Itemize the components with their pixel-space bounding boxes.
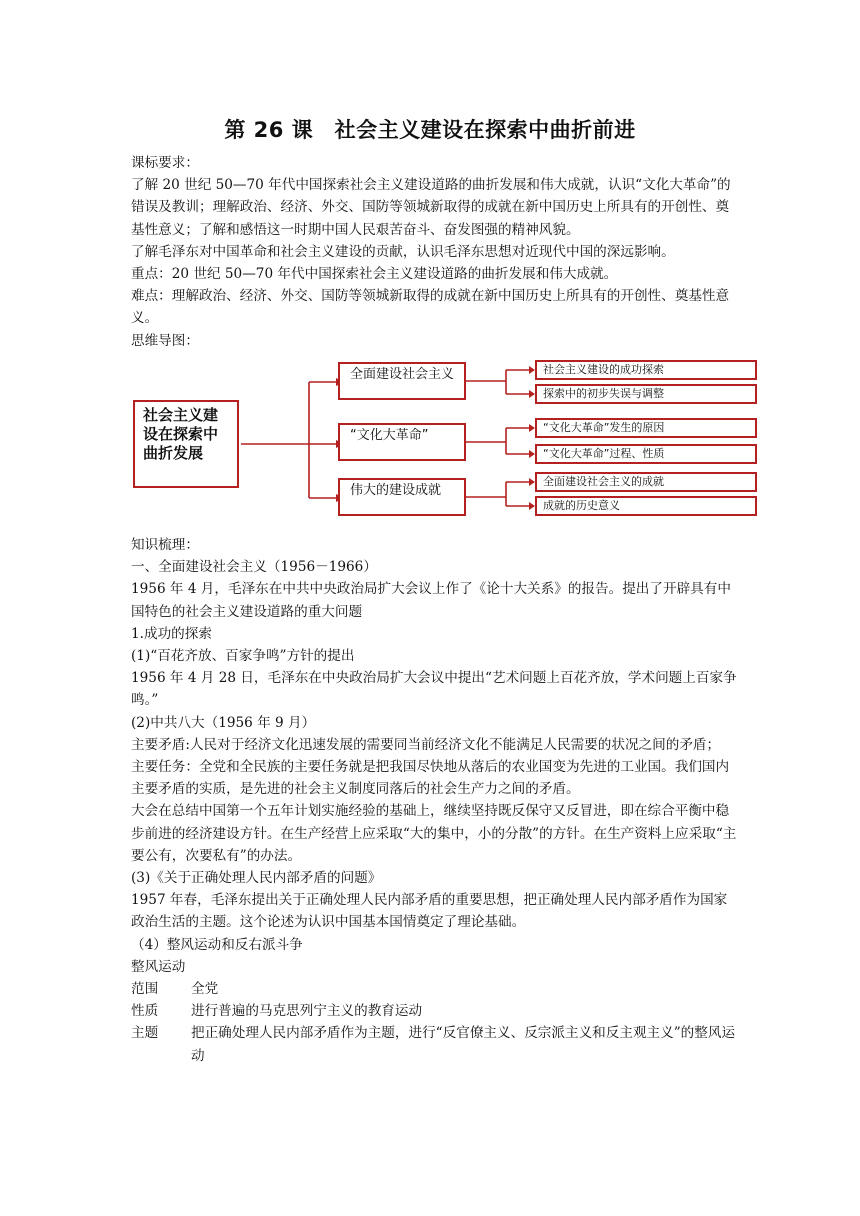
row-value: 全党 [191,981,219,998]
subsection-heading: (3)《关于正确处理人民内部矛盾的问题》 [131,870,382,887]
mind-map-leaf: 社会主义建设的成功探索 [535,360,757,380]
body-paragraph: 1956 年 4 月 28 日，毛泽东在中央政治局扩大会议中提出“艺术问题上百花齐放，学术问题上百家争鸣。” [131,670,737,709]
intro-paragraph: 了解 20 世纪 50—70 年代中国探索社会主义建设道路的曲折发展和伟大成就，认识“文化大革命”的错误及教训；理解政治、经济、外交、国防等领城新取得的成就在新中国历史上所具有的开创性、奠基性意义；了解和感悟这一时期中国人民艰苦奋斗、奋发图强的精神风貌。 [131,177,731,238]
section-heading: 知识梳理： [131,537,199,553]
mind-map-branch: 全面建设社会主义 [338,362,466,400]
body-paragraph: 大会在总结中国第一个五年计划实施经验的基础上，继续坚持既反保守又反冒进，即在综合平衡中稳步前进的经济建设方针。在生产经营上应采取“大的集中，小的分散”的方针。在生产资料上应采取“主要公有，次要私有”的办法。 [131,803,737,864]
mind-map-leaf: “文化大革命”发生的原因 [535,418,757,438]
subsection-heading: 1.成功的探索 [131,625,212,642]
subsection-heading: （4）整风运动和反右派斗争 [131,936,303,953]
subsection-heading: (1)“百花齐放、百家争鸣”方针的提出 [131,648,355,665]
key-point: 重点：20 世纪 50—70 年代中国探索社会主义建设道路的曲折发展和伟大成就。 [131,266,618,283]
row-value: 进行普遍的马克思列宁主义的教育运动 [191,1003,423,1020]
row-key: 主题 [131,1025,159,1042]
mind-map [131,356,761,526]
mind-map-leaf: “文化大革命”过程、性质 [535,444,757,464]
mind-map-branch: “文化大革命” [338,423,466,461]
intro-heading: 课标要求： [131,155,199,171]
row-value: 把正确处理人民内部矛盾作为主题，进行“反官僚主义、反宗派主义和反主观主义”的整风运动 [191,1025,736,1064]
intro-section [131,152,737,352]
table-row [131,1000,737,1022]
table-row [131,1022,737,1066]
mind-map-branch: 伟大的建设成就 [338,478,466,516]
body-paragraph: 1956 年 4 月，毛泽东在中共中央政治局扩大会议上作了《论十大关系》的报告。提出了开辟具有中国特色的社会主义建设道路的重大问题 [131,581,731,620]
mind-map-root: 社会主义建设在探索中曲折发展 [133,400,239,488]
row-key: 性质 [131,1003,159,1020]
knowledge-section [131,534,737,1067]
body-paragraph: 主要矛盾:人民对于经济文化迅速发展的需要同当前经济文化不能满足人民需要的状况之间的矛盾； [131,736,721,753]
mindmap-heading: 思维导图： [131,332,199,349]
table-row [131,978,737,1000]
page-title: 第 26 课 社会主义建设在探索中曲折前进 [224,118,636,142]
difficult-point: 难点：理解政治、经济、外交、国防等领城新取得的成就在新中国历史上所具有的开创性、奠基性意义。 [131,288,730,327]
body-paragraph: 主要任务：全党和全民族的主要任务就是把我国尽快地从落后的农业国变为先进的工业国。我们国内主要矛盾的实质，是先进的社会主义制度同落后的社会生产力之间的矛盾。 [131,759,730,798]
row-key: 范围 [131,981,159,998]
mind-map-leaf: 成就的历史意义 [535,496,757,516]
body-paragraph: 1957 年春，毛泽东提出关于正确处理人民内部矛盾的重要思想，把正确处理人民内部矛盾作为国家政治生活的主题。这个论述为认识中国基本国情奠定了理论基础。 [131,892,728,931]
mind-map-leaf: 探索中的初步失误与调整 [535,384,757,404]
section-heading: 一、全面建设社会主义（1956－1966） [131,559,377,576]
subsection-heading: (2)中共八大（1956 年 9 月） [131,714,316,731]
subsection-heading: 整风运动 [131,958,186,975]
intro-paragraph: 了解毛泽东对中国革命和社会主义建设的贡献，认识毛泽东思想对近现代中国的深远影响。 [131,243,675,260]
mind-map-leaf: 全面建设社会主义的成就 [535,472,757,492]
